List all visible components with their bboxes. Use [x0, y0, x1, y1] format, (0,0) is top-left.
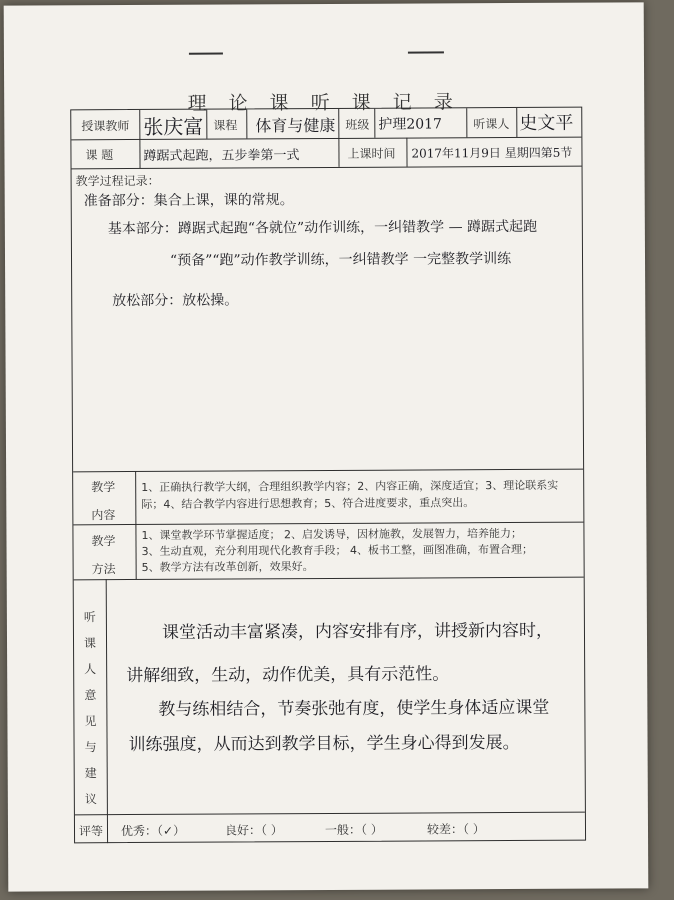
content-label: 教学 — [91, 480, 116, 495]
col-divider — [516, 108, 517, 137]
method-label: 教学 — [91, 534, 116, 549]
record-form — [70, 107, 586, 844]
method-line: 1、课堂教学环节掌握适度； 2、启发诱导，因材施教，发展智力，培养能力； — [141, 526, 522, 542]
opinion-label-char: 建 — [84, 766, 97, 781]
col-divider — [374, 109, 375, 138]
process-line: 准备部分：集合上课，课的常规。 — [83, 192, 294, 210]
row-divider — [74, 577, 584, 581]
col-divider — [338, 109, 339, 167]
class-label: 班级 — [345, 117, 370, 132]
teacher-label: 授课教师 — [81, 119, 130, 134]
course-value: 体育与健康 — [255, 115, 336, 136]
col-divider — [246, 109, 247, 138]
row-divider — [75, 812, 585, 816]
opinion-label-char: 课 — [83, 636, 97, 651]
topic-value: 蹲踞式起跑，五步拳第一式 — [143, 148, 300, 164]
rating-poor: 较差：（ ） — [426, 822, 485, 837]
opinion-label-char: 见 — [84, 714, 97, 729]
page-title: 理 论 课 听 课 记 录 — [187, 91, 461, 115]
method-line: 5、教学方法有改革创新，效果好。 — [141, 560, 314, 574]
content-line: 1、正确执行教学大纲，合理组织教学内容；2、内容正确，深度适宜；3、理论联系实 — [141, 478, 559, 494]
checkmark-icon: ✓ — [162, 823, 174, 838]
process-label: 教学过程记录： — [75, 173, 160, 189]
paper-sheet — [4, 2, 649, 891]
course-label: 课程 — [213, 118, 238, 133]
col-divider — [106, 579, 108, 843]
rating-excellent-label: 优秀：（ — [120, 823, 164, 839]
col-divider — [406, 138, 407, 167]
opinion-label-char: 意 — [84, 688, 97, 703]
row-divider — [73, 469, 583, 473]
listener-label: 听课人 — [473, 117, 510, 132]
opinion-label-char: 议 — [84, 792, 97, 807]
row-divider — [72, 166, 582, 170]
process-line: “预备”“跑”动作教学训练，一纠错教学 一完整教学训练 — [169, 251, 512, 269]
process-line: 基本部分：蹲踞式起跑“各就位”动作训练，一纠错教学 — 蹲踞式起跑 — [107, 218, 538, 238]
topic-label: 课 题 — [85, 148, 114, 163]
col-divider — [139, 110, 140, 168]
opinion-line: 训练强度，从而达到教学目标，学生身心得到发展。 — [128, 732, 520, 756]
opinion-label-char: 与 — [84, 740, 97, 755]
top-left-mark — [189, 53, 223, 55]
content-label: 内容 — [91, 508, 116, 523]
col-divider — [206, 110, 207, 139]
row-divider — [73, 522, 583, 526]
rating-label: 评等 — [78, 824, 104, 839]
col-divider — [466, 108, 467, 137]
rating-excellent-close: ） — [173, 823, 186, 838]
opinion-line: 课堂活动丰富紧凑，内容安排有序，讲授新内容时， — [161, 620, 554, 643]
rating-excellent — [121, 822, 185, 839]
method-label: 方法 — [91, 562, 116, 577]
time-label: 上课时间 — [347, 146, 396, 161]
rating-average: 一般：（ ） — [324, 822, 383, 838]
opinion-label-char: 人 — [84, 662, 97, 677]
class-value: 护理2017 — [378, 116, 442, 133]
opinion-line: 教与练相结合，节奏张弛有度，使学生身体适应课堂 — [158, 697, 550, 720]
opinion-label-char: 听 — [83, 610, 96, 625]
content-line: 际；4、结合教学内容进行思想教育；5、符合进度要求，重点突出。 — [141, 496, 475, 511]
process-line: 放松部分：放松操。 — [112, 292, 239, 310]
time-value: 2017年11月9日 星期四第5节 — [411, 145, 573, 161]
opinion-line: 讲解细致，生动，动作优美，具有示范性。 — [126, 664, 450, 687]
top-right-mark — [408, 51, 444, 53]
listener-value: 史文平 — [519, 112, 574, 134]
rating-good: 良好：（ ） — [224, 823, 283, 838]
method-line: 3、生动直观，充分利用现代化教育手段； 4、板书工整，画图准确，布置合理； — [141, 542, 534, 558]
teacher-value: 张庆富 — [143, 114, 204, 139]
